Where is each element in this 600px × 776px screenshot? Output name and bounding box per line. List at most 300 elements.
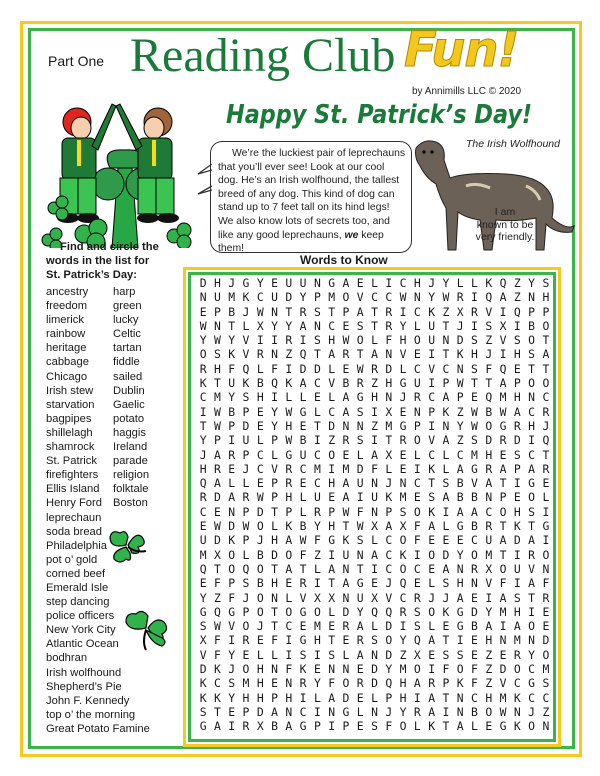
grid-letter[interactable]: R [413,704,421,719]
grid-letter[interactable]: A [371,347,378,362]
grid-letter[interactable]: N [328,704,336,719]
grid-letter[interactable]: C [385,533,393,548]
grid-letter[interactable]: L [285,590,293,605]
grid-letter[interactable]: F [442,662,450,677]
grid-letter[interactable]: K [242,290,250,305]
grid-letter[interactable]: U [213,290,221,305]
grid-letter[interactable]: O [542,547,550,562]
grid-letter[interactable]: Z [456,404,464,419]
grid-letter[interactable]: E [256,404,264,419]
grid-letter[interactable]: F [271,361,278,376]
grid-letter[interactable]: A [513,619,521,634]
grid-letter[interactable]: N [499,633,507,648]
grid-letter[interactable]: T [213,561,221,576]
grid-letter[interactable]: D [285,290,293,305]
grid-letter[interactable]: S [371,719,378,734]
grid-letter[interactable]: L [242,547,250,562]
grid-letter[interactable]: S [471,433,478,448]
grid-letter[interactable]: X [199,633,207,648]
grid-letter[interactable]: N [356,418,364,433]
grid-letter[interactable]: C [485,504,493,519]
grid-letter[interactable]: G [471,461,478,476]
grid-letter[interactable]: I [428,662,436,677]
grid-letter[interactable]: Q [242,361,250,376]
grid-letter[interactable]: L [313,690,321,705]
grid-letter[interactable]: H [313,633,321,648]
grid-letter[interactable]: I [428,376,436,391]
grid-letter[interactable]: K [199,676,207,691]
grid-letter[interactable]: P [242,504,250,519]
grid-letter[interactable]: J [456,318,464,333]
grid-letter[interactable]: G [356,390,364,405]
grid-letter[interactable]: L [242,476,250,491]
grid-letter[interactable]: M [313,619,321,634]
grid-letter[interactable]: A [513,404,521,419]
grid-letter[interactable]: I [228,433,236,448]
grid-letter[interactable]: A [342,276,350,290]
grid-letter[interactable]: O [399,533,407,548]
grid-letter[interactable]: R [256,347,264,362]
grid-letter[interactable]: B [471,490,478,505]
grid-letter[interactable]: E [499,647,507,662]
grid-letter[interactable]: X [328,590,336,605]
grid-letter[interactable]: H [485,447,493,462]
grid-letter[interactable]: C [528,404,536,419]
grid-letter[interactable]: F [285,662,293,677]
grid-letter[interactable]: S [528,504,536,519]
grid-letter[interactable]: R [485,461,493,476]
grid-letter[interactable]: H [513,504,521,519]
grid-letter[interactable]: N [342,561,350,576]
grid-letter[interactable]: W [499,404,507,419]
grid-letter[interactable]: U [428,318,436,333]
grid-letter[interactable]: T [499,476,507,491]
grid-letter[interactable]: R [542,590,550,605]
grid-letter[interactable]: P [242,447,250,462]
grid-letter[interactable]: O [199,347,207,362]
grid-letter[interactable]: L [271,447,278,462]
grid-letter[interactable]: E [513,361,521,376]
grid-letter[interactable]: F [271,633,278,648]
grid-letter[interactable]: N [285,704,293,719]
grid-letter[interactable]: P [342,304,350,319]
grid-letter[interactable]: E [328,619,336,634]
grid-letter[interactable]: T [299,561,307,576]
grid-letter[interactable]: B [256,376,264,391]
grid-letter[interactable]: T [228,318,236,333]
grid-letter[interactable]: D [499,662,507,677]
grid-letter[interactable]: E [542,476,550,491]
grid-letter[interactable]: U [342,547,350,562]
grid-letter[interactable]: A [485,619,493,634]
grid-letter[interactable]: L [313,561,321,576]
grid-letter[interactable]: H [285,690,293,705]
grid-letter[interactable]: A [299,376,307,391]
grid-letter[interactable]: C [542,390,550,405]
grid-letter[interactable]: E [428,561,436,576]
grid-letter[interactable]: E [356,662,364,677]
grid-letter[interactable]: D [213,490,221,505]
grid-letter[interactable]: J [228,276,236,290]
grid-letter[interactable]: N [371,704,378,719]
grid-letter[interactable]: O [513,662,521,677]
grid-letter[interactable]: N [371,504,378,519]
grid-letter[interactable]: F [328,676,336,691]
grid-letter[interactable]: H [256,676,264,691]
grid-letter[interactable]: Z [285,347,293,362]
grid-letter[interactable]: I [356,490,364,505]
grid-letter[interactable]: Q [271,376,278,391]
grid-letter[interactable]: W [285,404,293,419]
grid-letter[interactable]: J [428,590,436,605]
grid-letter[interactable]: X [456,304,464,319]
grid-letter[interactable]: O [356,333,364,348]
grid-letter[interactable]: A [285,533,293,548]
grid-letter[interactable]: Y [528,276,536,290]
grid-letter[interactable]: M [513,633,521,648]
grid-letter[interactable]: N [456,704,464,719]
grid-letter[interactable]: S [399,504,407,519]
grid-letter[interactable]: Z [513,276,521,290]
grid-letter[interactable]: V [271,461,278,476]
grid-letter[interactable]: A [371,547,378,562]
grid-letter[interactable]: I [313,576,321,591]
grid-letter[interactable]: D [442,547,450,562]
grid-letter[interactable]: Y [228,690,236,705]
grid-letter[interactable]: W [213,333,221,348]
grid-letter[interactable]: E [342,361,350,376]
grid-letter[interactable]: U [199,533,207,548]
grid-letter[interactable]: M [542,662,550,677]
grid-letter[interactable]: Y [356,604,364,619]
grid-letter[interactable]: S [456,647,464,662]
grid-letter[interactable]: E [471,647,478,662]
grid-letter[interactable]: A [528,576,536,591]
grid-letter[interactable]: L [356,704,364,719]
grid-letter[interactable]: E [371,576,378,591]
grid-letter[interactable]: I [371,433,378,448]
grid-letter[interactable]: P [385,690,393,705]
grid-letter[interactable]: I [285,633,293,648]
grid-letter[interactable]: K [428,304,436,319]
grid-letter[interactable]: N [356,547,364,562]
grid-letter[interactable]: X [313,590,321,605]
grid-letter[interactable]: W [342,504,350,519]
grid-letter[interactable]: N [456,561,464,576]
grid-letter[interactable]: U [356,476,364,491]
grid-letter[interactable]: I [471,290,478,305]
grid-letter[interactable]: E [228,461,236,476]
grid-letter[interactable]: F [413,533,421,548]
grid-letter[interactable]: O [428,547,436,562]
grid-letter[interactable]: H [285,490,293,505]
grid-letter[interactable]: K [213,690,221,705]
grid-letter[interactable]: S [528,347,536,362]
grid-letter[interactable]: R [413,590,421,605]
grid-letter[interactable]: C [299,461,307,476]
grid-letter[interactable]: O [542,318,550,333]
grid-letter[interactable]: N [385,390,393,405]
grid-letter[interactable]: H [328,519,336,534]
grid-letter[interactable]: L [413,719,421,734]
grid-letter[interactable]: L [413,447,421,462]
grid-letter[interactable]: B [485,404,493,419]
grid-letter[interactable]: V [242,347,250,362]
grid-letter[interactable]: H [471,347,478,362]
grid-letter[interactable]: B [471,704,478,719]
grid-letter[interactable]: W [213,619,221,634]
grid-letter[interactable]: N [342,662,350,677]
grid-letter[interactable]: Q [385,604,393,619]
grid-letter[interactable]: L [471,276,478,290]
grid-letter[interactable]: V [356,290,364,305]
grid-letter[interactable]: D [328,418,336,433]
grid-letter[interactable]: U [299,276,307,290]
grid-letter[interactable]: I [328,461,336,476]
grid-letter[interactable]: A [213,719,221,734]
grid-letter[interactable]: W [285,433,293,448]
grid-letter[interactable]: I [442,704,450,719]
grid-letter[interactable]: S [228,676,236,691]
grid-letter[interactable]: L [371,690,378,705]
grid-letter[interactable]: O [285,547,293,562]
grid-letter[interactable]: G [399,418,407,433]
grid-letter[interactable]: E [471,590,478,605]
grid-letter[interactable]: T [371,304,378,319]
grid-letter[interactable]: D [342,604,350,619]
grid-letter[interactable]: I [499,304,507,319]
grid-letter[interactable]: E [285,576,293,591]
grid-letter[interactable]: J [399,390,407,405]
grid-letter[interactable]: A [528,533,536,548]
grid-letter[interactable]: R [413,390,421,405]
grid-letter[interactable]: N [342,590,350,605]
grid-letter[interactable]: T [328,304,336,319]
grid-letter[interactable]: I [299,333,307,348]
grid-letter[interactable]: A [499,461,507,476]
grid-letter[interactable]: I [228,719,236,734]
grid-letter[interactable]: H [285,418,293,433]
grid-letter[interactable]: F [385,719,393,734]
grid-letter[interactable]: W [456,376,464,391]
grid-letter[interactable]: V [528,561,536,576]
grid-letter[interactable]: T [442,719,450,734]
grid-letter[interactable]: A [456,461,464,476]
grid-letter[interactable]: G [456,519,464,534]
grid-letter[interactable]: Y [199,590,207,605]
grid-letter[interactable]: R [471,304,478,319]
grid-letter[interactable]: I [513,547,521,562]
grid-letter[interactable]: H [528,418,536,433]
grid-letter[interactable]: U [299,447,307,462]
grid-letter[interactable]: R [542,461,550,476]
grid-letter[interactable]: V [428,361,436,376]
grid-letter[interactable]: W [213,418,221,433]
grid-letter[interactable]: N [513,704,521,719]
grid-letter[interactable]: A [328,347,336,362]
grid-letter[interactable]: G [299,633,307,648]
grid-letter[interactable]: K [513,719,521,734]
grid-letter[interactable]: Z [213,590,221,605]
grid-letter[interactable]: L [399,361,407,376]
grid-letter[interactable]: A [442,490,450,505]
grid-letter[interactable]: T [442,690,450,705]
grid-letter[interactable]: O [499,504,507,519]
grid-letter[interactable]: W [256,304,264,319]
grid-letter[interactable]: Y [285,318,293,333]
grid-letter[interactable]: A [542,347,550,362]
grid-letter[interactable]: D [299,361,307,376]
grid-letter[interactable]: O [256,604,264,619]
grid-letter[interactable]: U [356,590,364,605]
grid-letter[interactable]: G [399,376,407,391]
grid-letter[interactable]: O [242,619,250,634]
grid-letter[interactable]: I [285,361,293,376]
grid-letter[interactable]: F [213,576,221,591]
grid-letter[interactable]: L [228,476,236,491]
grid-letter[interactable]: M [399,662,407,677]
grid-letter[interactable]: Q [485,290,493,305]
grid-letter[interactable]: I [542,533,550,548]
grid-letter[interactable]: A [428,519,436,534]
grid-letter[interactable]: P [513,376,521,391]
grid-letter[interactable]: O [242,662,250,677]
grid-letter[interactable]: A [342,404,350,419]
grid-letter[interactable]: H [256,690,264,705]
grid-letter[interactable]: N [413,404,421,419]
grid-letter[interactable]: I [485,590,493,605]
grid-letter[interactable]: I [199,404,207,419]
grid-letter[interactable]: M [199,547,207,562]
grid-letter[interactable]: J [256,533,264,548]
grid-letter[interactable]: T [328,633,336,648]
grid-letter[interactable]: Q [499,361,507,376]
grid-letter[interactable]: T [528,519,536,534]
grid-letter[interactable]: K [428,461,436,476]
grid-letter[interactable]: O [542,376,550,391]
grid-letter[interactable]: X [256,318,264,333]
grid-letter[interactable]: J [256,619,264,634]
grid-letter[interactable]: A [285,561,293,576]
grid-letter[interactable]: A [356,647,364,662]
grid-letter[interactable]: D [228,519,236,534]
grid-letter[interactable]: T [471,376,478,391]
grid-letter[interactable]: E [299,476,307,491]
grid-letter[interactable]: O [228,547,236,562]
grid-letter[interactable]: P [242,404,250,419]
grid-letter[interactable]: K [456,676,464,691]
grid-letter[interactable]: D [485,433,493,448]
grid-letter[interactable]: J [385,476,393,491]
grid-letter[interactable]: W [442,290,450,305]
grid-letter[interactable]: K [242,376,250,391]
grid-letter[interactable]: S [328,647,336,662]
grid-letter[interactable]: A [442,433,450,448]
grid-letter[interactable]: M [213,390,221,405]
grid-letter[interactable]: L [256,647,264,662]
grid-letter[interactable]: R [471,561,478,576]
grid-letter[interactable]: G [456,619,464,634]
grid-letter[interactable]: G [342,704,350,719]
grid-letter[interactable]: L [242,318,250,333]
grid-letter[interactable]: C [399,276,407,290]
grid-letter[interactable]: N [528,290,536,305]
grid-letter[interactable]: H [485,633,493,648]
grid-letter[interactable]: A [456,719,464,734]
grid-letter[interactable]: E [413,576,421,591]
grid-letter[interactable]: C [413,561,421,576]
grid-letter[interactable]: R [513,647,521,662]
grid-letter[interactable]: L [256,361,264,376]
grid-letter[interactable]: Y [313,676,321,691]
grid-letter[interactable]: I [385,276,393,290]
grid-letter[interactable]: U [513,561,521,576]
grid-letter[interactable]: K [428,504,436,519]
grid-letter[interactable]: V [471,476,478,491]
grid-letter[interactable]: R [456,290,464,305]
grid-letter[interactable]: B [342,376,350,391]
grid-letter[interactable]: I [399,304,407,319]
grid-letter[interactable]: H [542,290,550,305]
grid-letter[interactable]: N [528,633,536,648]
grid-letter[interactable]: T [285,304,293,319]
grid-letter[interactable]: P [499,490,507,505]
grid-letter[interactable]: Y [528,647,536,662]
grid-letter[interactable]: H [199,461,207,476]
grid-letter[interactable]: K [285,376,293,391]
grid-letter[interactable]: O [428,604,436,619]
grid-letter[interactable]: V [399,347,407,362]
grid-letter[interactable]: H [213,361,221,376]
grid-letter[interactable]: G [299,404,307,419]
grid-letter[interactable]: S [442,647,450,662]
grid-letter[interactable]: M [471,447,478,462]
grid-letter[interactable]: M [499,604,507,619]
grid-letter[interactable]: R [513,418,521,433]
grid-letter[interactable]: E [199,576,207,591]
grid-letter[interactable]: N [313,318,321,333]
grid-letter[interactable]: E [271,276,278,290]
grid-letter[interactable]: T [199,418,207,433]
grid-letter[interactable]: P [328,504,336,519]
grid-letter[interactable]: G [328,276,336,290]
grid-letter[interactable]: O [313,604,321,619]
grid-letter[interactable]: E [242,647,250,662]
grid-letter[interactable]: E [256,476,264,491]
grid-letter[interactable]: R [385,318,393,333]
grid-letter[interactable]: R [299,304,307,319]
grid-letter[interactable]: N [399,476,407,491]
grid-letter[interactable]: S [542,676,550,691]
grid-letter[interactable]: D [385,647,393,662]
grid-letter[interactable]: E [299,418,307,433]
grid-letter[interactable]: K [199,376,207,391]
grid-letter[interactable]: H [328,333,336,348]
grid-letter[interactable]: U [271,290,278,305]
grid-letter[interactable]: J [485,347,493,362]
grid-letter[interactable]: E [199,304,207,319]
grid-letter[interactable]: I [299,690,307,705]
grid-letter[interactable]: A [356,619,364,634]
grid-letter[interactable]: Y [228,390,236,405]
grid-letter[interactable]: S [513,590,521,605]
grid-letter[interactable]: J [442,590,450,605]
grid-letter[interactable]: C [428,447,436,462]
grid-letter[interactable]: J [199,447,207,462]
grid-letter[interactable]: S [199,619,207,634]
grid-letter[interactable]: Y [256,276,264,290]
grid-letter[interactable]: O [256,590,264,605]
